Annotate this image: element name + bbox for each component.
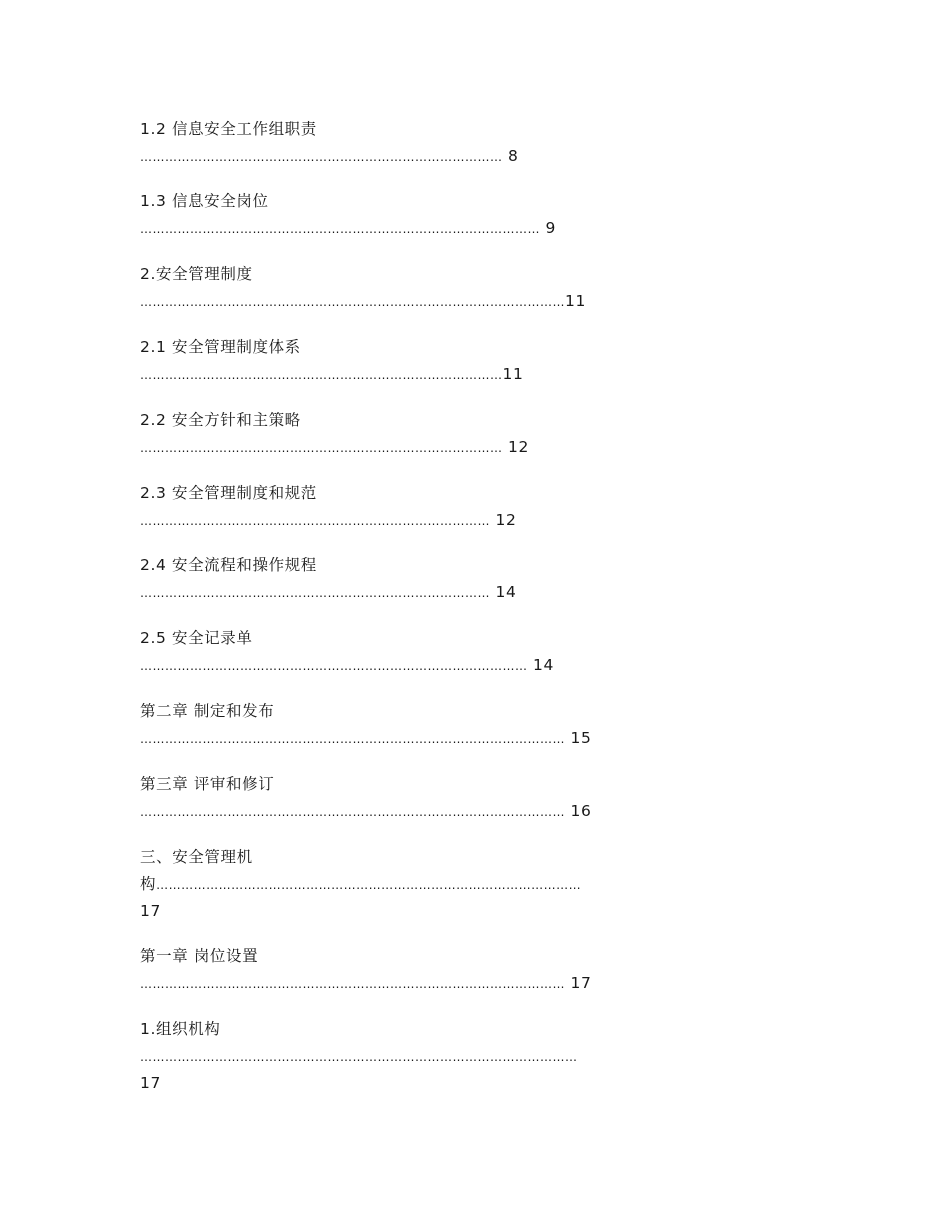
toc-leader: ……………………………………………………………………………	[140, 441, 503, 455]
toc-entry-title: 1.2 信息安全工作组职责	[140, 120, 317, 138]
toc-entry[interactable]	[140, 188, 556, 242]
toc-leader: …………………………………………………………………………………………	[140, 977, 565, 991]
toc-entry[interactable]	[140, 480, 516, 534]
toc-entry-page: 8	[508, 147, 519, 165]
toc-entry-leader-line	[140, 361, 523, 388]
toc-entry[interactable]	[140, 334, 523, 388]
toc-entry-leader-line	[140, 143, 519, 170]
toc-entry-leader-line	[140, 970, 591, 997]
toc-entry-leader-line	[140, 507, 516, 534]
toc-entry-leader-line	[140, 652, 554, 679]
toc-leader: ……………………………………………………………………………	[140, 368, 503, 382]
toc-leader: ……………………………………………………………………………………………	[140, 1050, 578, 1064]
toc-entry-title: 1.组织机构	[140, 1020, 221, 1038]
toc-entry-page: 17	[570, 974, 592, 992]
toc-entry-title: 2.安全管理制度	[140, 265, 253, 283]
toc-entry-page: 15	[570, 729, 592, 747]
toc-entry[interactable]	[140, 771, 591, 825]
toc-entry-title: 第三章 评审和修订	[140, 775, 275, 793]
toc-entry-title-continued: 构	[140, 875, 157, 893]
toc-entry[interactable]	[140, 407, 529, 461]
toc-entry-title: 2.3 安全管理制度和规范	[140, 484, 317, 502]
toc-entry[interactable]	[140, 261, 586, 315]
toc-leader: …………………………………………………………………………………………	[156, 878, 582, 892]
toc-entry-title: 第二章 制定和发布	[140, 702, 275, 720]
toc-entry-leader-line	[140, 725, 591, 752]
toc-entry-leader-line	[140, 579, 516, 606]
toc-entry[interactable]	[140, 552, 516, 606]
toc-entry-title: 2.1 安全管理制度体系	[140, 338, 301, 356]
toc-entry-title: 第一章 岗位设置	[140, 947, 259, 965]
toc-entry-title: 三、安全管理机	[140, 848, 253, 866]
toc-entry-page: 16	[570, 802, 592, 820]
toc-entry-leader-line	[140, 798, 591, 825]
toc-entry[interactable]	[140, 116, 519, 170]
toc-entry-page: 14	[533, 656, 554, 674]
toc-entry-title: 2.4 安全流程和操作规程	[140, 556, 317, 574]
toc-entry[interactable]	[140, 1016, 578, 1097]
toc-entry-leader-line	[140, 288, 586, 315]
toc-entry-title: 2.5 安全记录单	[140, 629, 253, 647]
toc-entry-page: 17	[140, 1074, 161, 1092]
toc-entry-page: 11	[565, 292, 586, 310]
toc-leader: …………………………………………………………………………………	[140, 659, 528, 673]
toc-entry-page: 9	[545, 219, 556, 237]
toc-leader: ……………………………………………………………………………………	[140, 222, 540, 236]
toc-entry-page: 12	[508, 438, 529, 456]
toc-leader: …………………………………………………………………………………………	[140, 295, 565, 309]
toc-entry-leader-line	[140, 871, 581, 898]
toc-entry-title: 2.2 安全方针和主策略	[140, 411, 301, 429]
toc-entry-page: 14	[495, 583, 517, 601]
toc-leader: …………………………………………………………………………………………	[140, 805, 565, 819]
toc-entry-title: 1.3 信息安全岗位	[140, 192, 269, 210]
toc-entry-page: 12	[495, 511, 517, 529]
toc-entry[interactable]	[140, 844, 581, 925]
toc-entry[interactable]	[140, 698, 591, 752]
toc-entry[interactable]	[140, 943, 591, 997]
toc-entry-leader-line	[140, 215, 556, 242]
toc-entry-leader-line	[140, 434, 529, 461]
toc-entry[interactable]	[140, 625, 554, 679]
toc-leader: …………………………………………………………………………………………	[140, 732, 565, 746]
toc-leader: ……………………………………………………………………………	[140, 150, 503, 164]
toc-leader: …………………………………………………………………………	[140, 514, 490, 528]
toc-entry-leader-line	[140, 1043, 578, 1070]
toc-entry-page: 17	[140, 902, 161, 920]
toc-leader: …………………………………………………………………………	[140, 586, 490, 600]
toc-entry-page: 11	[502, 365, 524, 383]
